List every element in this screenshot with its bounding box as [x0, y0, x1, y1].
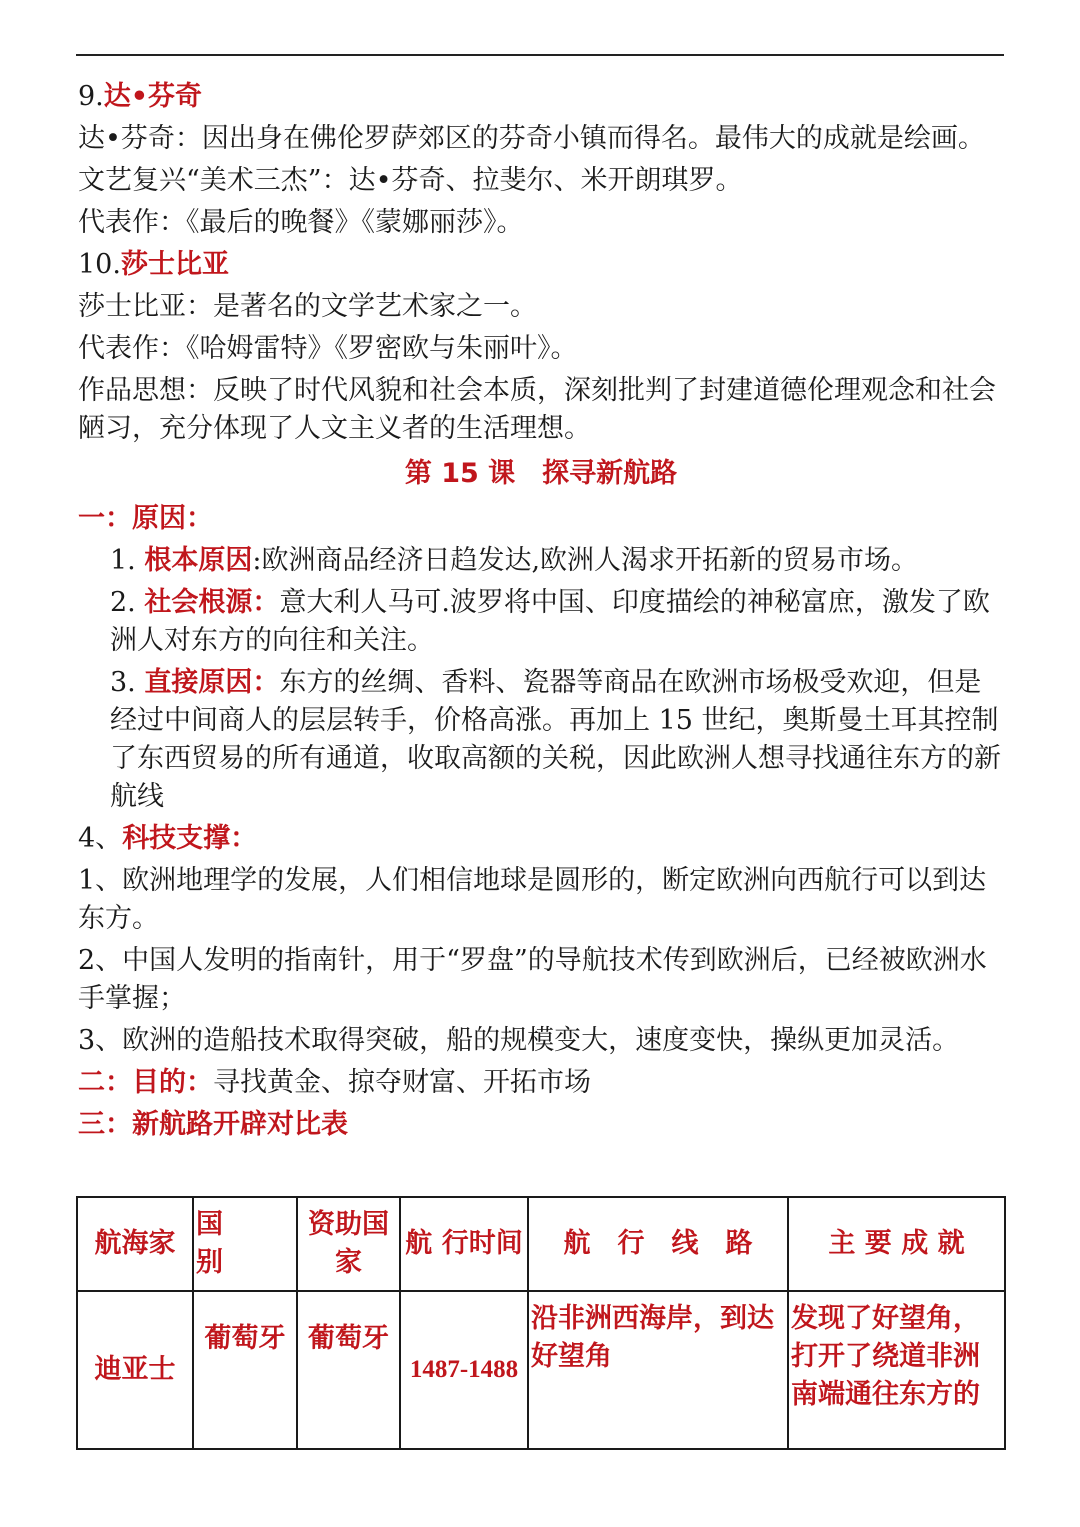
reason-item: 3. 直接原因：东方的丝绸、香料、瓷器等商品在欧洲市场极受欢迎，但是经过中间商人的层层转手，价格高涨。再加上 15 世纪，奥斯曼土耳其控制了东西贸易的所有通道，收取高额的关税，因此欧洲人想寻找通往东方的新航线	[110, 667, 1001, 812]
tech-heading: 4、科技支撑：	[78, 823, 258, 854]
paragraph: 达•芬奇：因出身在佛伦罗萨郊区的芬奇小镇而得名。最伟大的成就是绘画。	[78, 123, 985, 154]
table-cell: 沿非洲西海岸，到达好望角	[528, 1291, 788, 1449]
tech-item: 3、欧洲的造船技术取得突破，船的规模变大，速度变快，操纵更加灵活。	[78, 1025, 960, 1056]
paragraph: 作品思想：反映了时代风貌和社会本质，深刻批判了封建道德伦理观念和社会陋习，充分体现了人文主义者的生活理想。	[78, 375, 996, 444]
header-cell: 资助国家	[297, 1197, 400, 1291]
table-heading: 三：新航路开辟对比表	[78, 1109, 348, 1140]
reasons-heading: 一：原因：	[78, 503, 213, 534]
paragraph: 代表作：《哈姆雷特》《罗密欧与朱丽叶》。	[78, 333, 578, 364]
header-cell: 航海家	[77, 1197, 193, 1291]
tech-item: 2、中国人发明的指南针，用于“罗盘”的导航技术传到欧洲后，已经被欧洲水手掌握；	[78, 945, 987, 1014]
table-header-row	[77, 1197, 1005, 1291]
header-cell: 航 行时间	[400, 1197, 528, 1291]
table-cell: 发现了好望角，打开了绕道非洲南端通往东方的	[788, 1291, 1005, 1449]
section-number: 10.	[78, 249, 121, 280]
section-number: 9.	[78, 81, 104, 112]
section-title: 莎士比亚	[120, 249, 229, 280]
voyage-comparison-table	[76, 1196, 1006, 1450]
section-10-heading	[78, 246, 1004, 284]
header-cell: 国 别	[193, 1197, 297, 1291]
paragraph: 莎士比亚：是著名的文学艺术家之一。	[78, 291, 537, 322]
document-page	[78, 78, 1004, 1148]
header-cell: 主 要 成 就	[788, 1197, 1005, 1291]
table-cell: 1487-1488	[400, 1291, 528, 1449]
table-cell: 葡萄牙	[193, 1291, 297, 1449]
table-cell: 迪亚士	[77, 1291, 193, 1449]
paragraph: 文艺复兴“美术三杰”：达•芬奇、拉斐尔、米开朗琪罗。	[78, 165, 743, 196]
paragraph: 代表作：《最后的晚餐》《蒙娜丽莎》。	[78, 207, 524, 238]
table-row	[77, 1291, 1005, 1449]
section-9-heading	[78, 78, 1004, 116]
table-cell: 葡萄牙	[297, 1291, 400, 1449]
purpose-line: 二：目的：寻找黄金、掠夺财富、开拓市场	[78, 1067, 591, 1098]
section-title: 达•芬奇	[103, 81, 203, 112]
reason-item: 1. 根本原因:欧洲商品经济日趋发达,欧洲人渴求开拓新的贸易市场。	[110, 545, 919, 576]
header-cell: 航 行 线 路	[528, 1197, 788, 1291]
reason-item: 2. 社会根源：意大利人马可.波罗将中国、印度描绘的神秘富庶，激发了欧洲人对东方的向往和关注。	[110, 587, 990, 656]
tech-item: 1、欧洲地理学的发展，人们相信地球是圆形的，断定欧洲向西航行可以到达东方。	[78, 865, 987, 934]
lesson-title: 第 15 课 探寻新航路	[404, 458, 678, 489]
top-rule	[76, 54, 1004, 56]
